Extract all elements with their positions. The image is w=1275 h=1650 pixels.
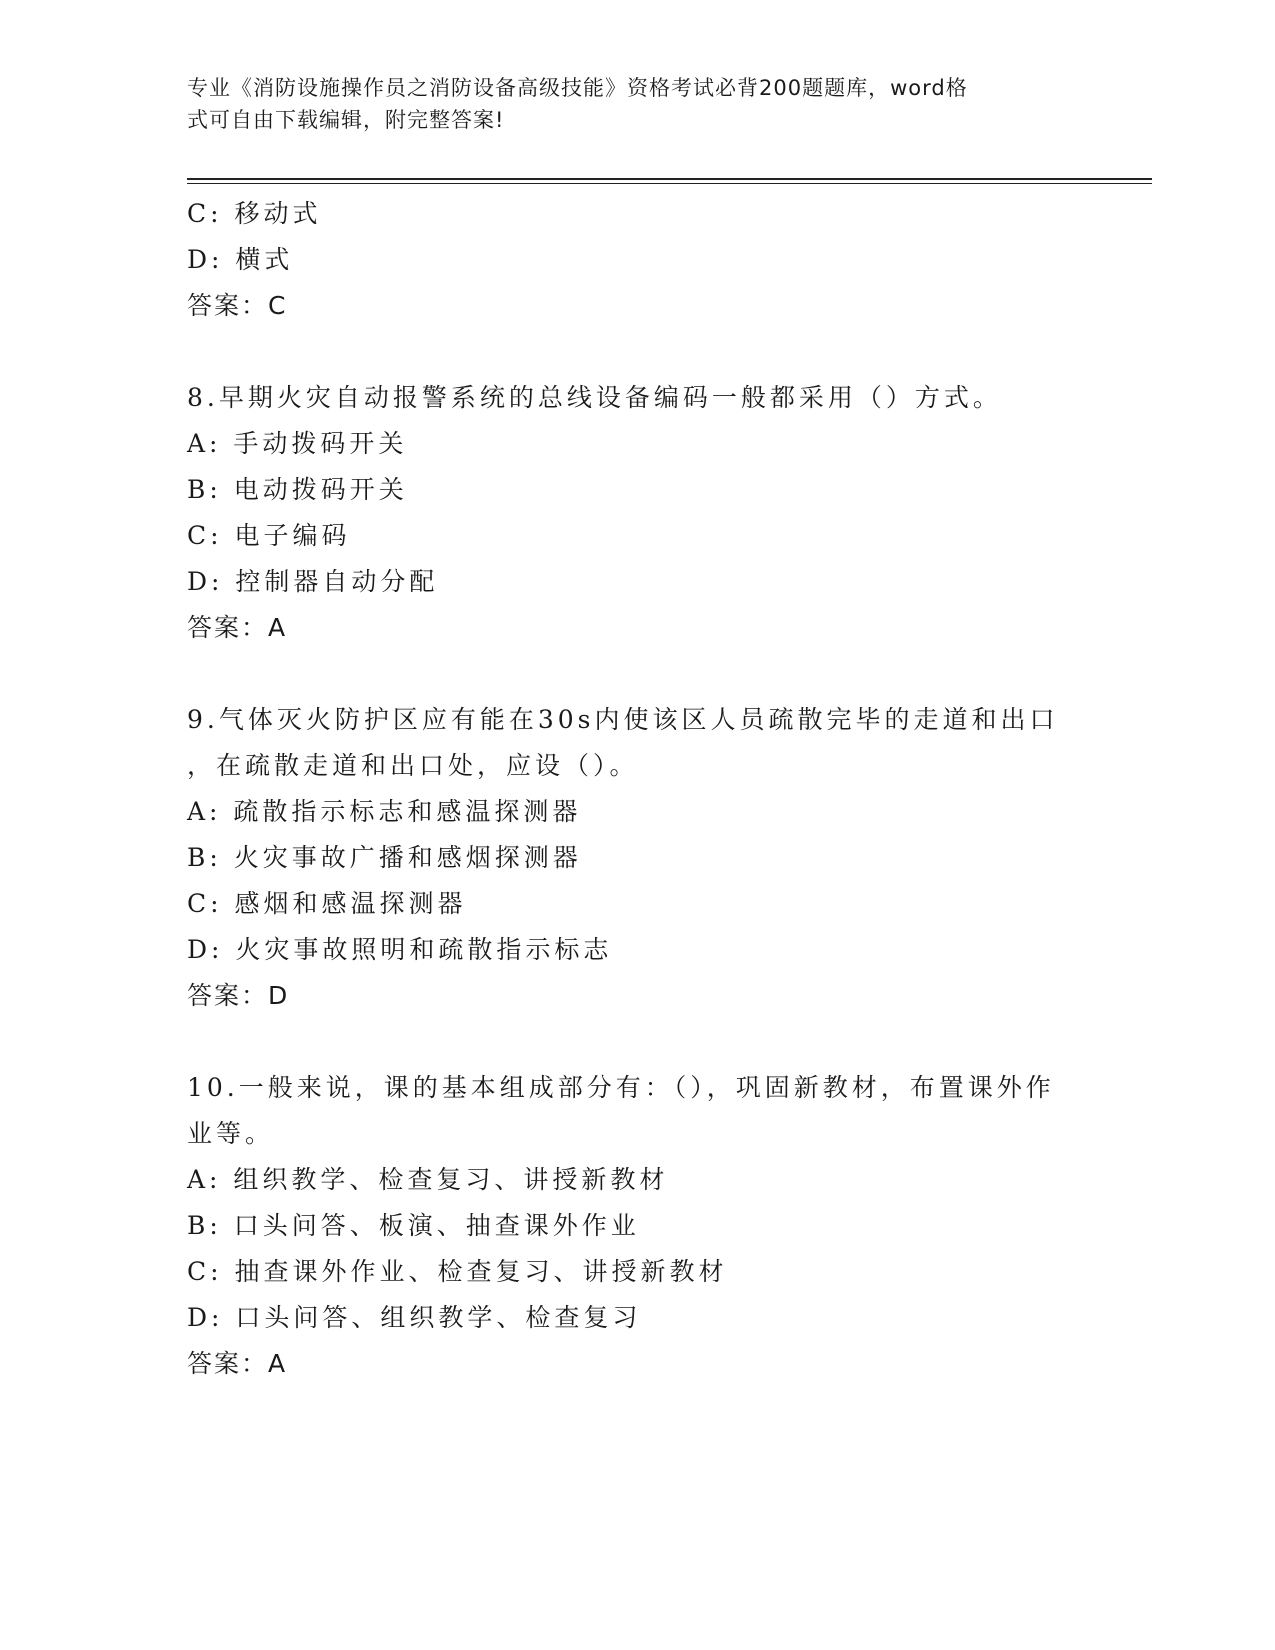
- option-c: C: 移动式: [187, 199, 322, 228]
- question-stem-line-2: 业等。: [187, 1119, 275, 1148]
- option-a: A: 组织教学、检查复习、讲授新教材: [187, 1165, 669, 1194]
- header-line-1: 专业《消防设施操作员之消防设备高级技能》资格考试必背200题题库，word格: [187, 76, 968, 100]
- question-list: [187, 191, 1087, 1387]
- option-b: B: 火灾事故广播和感烟探测器: [187, 843, 582, 872]
- header-rule-thin: [187, 183, 1152, 184]
- option-a: A: 疏散指示标志和感温探测器: [187, 797, 582, 826]
- question-9: [187, 697, 1087, 1019]
- question-stem-line-2: ，在疏散走道和出口处，应设（）。: [187, 751, 639, 780]
- option-d: D: 火灾事故照明和疏散指示标志: [187, 935, 613, 964]
- question-8: [187, 375, 1087, 651]
- option-c: C: 电子编码: [187, 521, 351, 550]
- question-stem: 8.早期火灾自动报警系统的总线设备编码一般都采用（）方式。: [187, 383, 1002, 412]
- question-10: [187, 1065, 1087, 1387]
- option-d: D: 口头问答、组织教学、检查复习: [187, 1303, 642, 1332]
- option-c: C: 抽查课外作业、检查复习、讲授新教材: [187, 1257, 728, 1286]
- option-d: D: 控制器自动分配: [187, 567, 439, 596]
- question-7-partial: [187, 191, 1087, 329]
- question-stem-line-1: 9.气体灭火防护区应有能在30s内使该区人员疏散完毕的走道和出口: [187, 705, 1059, 734]
- answer-text: 答案：D: [187, 981, 290, 1010]
- option-d: D: 横式: [187, 245, 294, 274]
- answer-text: 答案：C: [187, 291, 288, 320]
- option-a: A: 手动拨码开关: [187, 429, 408, 458]
- option-b: B: 电动拨码开关: [187, 475, 408, 504]
- option-b: B: 口头问答、板演、抽查课外作业: [187, 1211, 640, 1240]
- header-rule-thick: [187, 178, 1152, 180]
- option-c: C: 感烟和感温探测器: [187, 889, 467, 918]
- document-header: [187, 72, 1087, 136]
- question-stem-line-1: 10.一般来说，课的基本组成部分有：（），巩固新教材，布置课外作: [187, 1073, 1055, 1102]
- answer-text: 答案：A: [187, 613, 288, 642]
- answer-text: 答案：A: [187, 1349, 288, 1378]
- header-line-2: 式可自由下载编辑，附完整答案!: [187, 108, 505, 132]
